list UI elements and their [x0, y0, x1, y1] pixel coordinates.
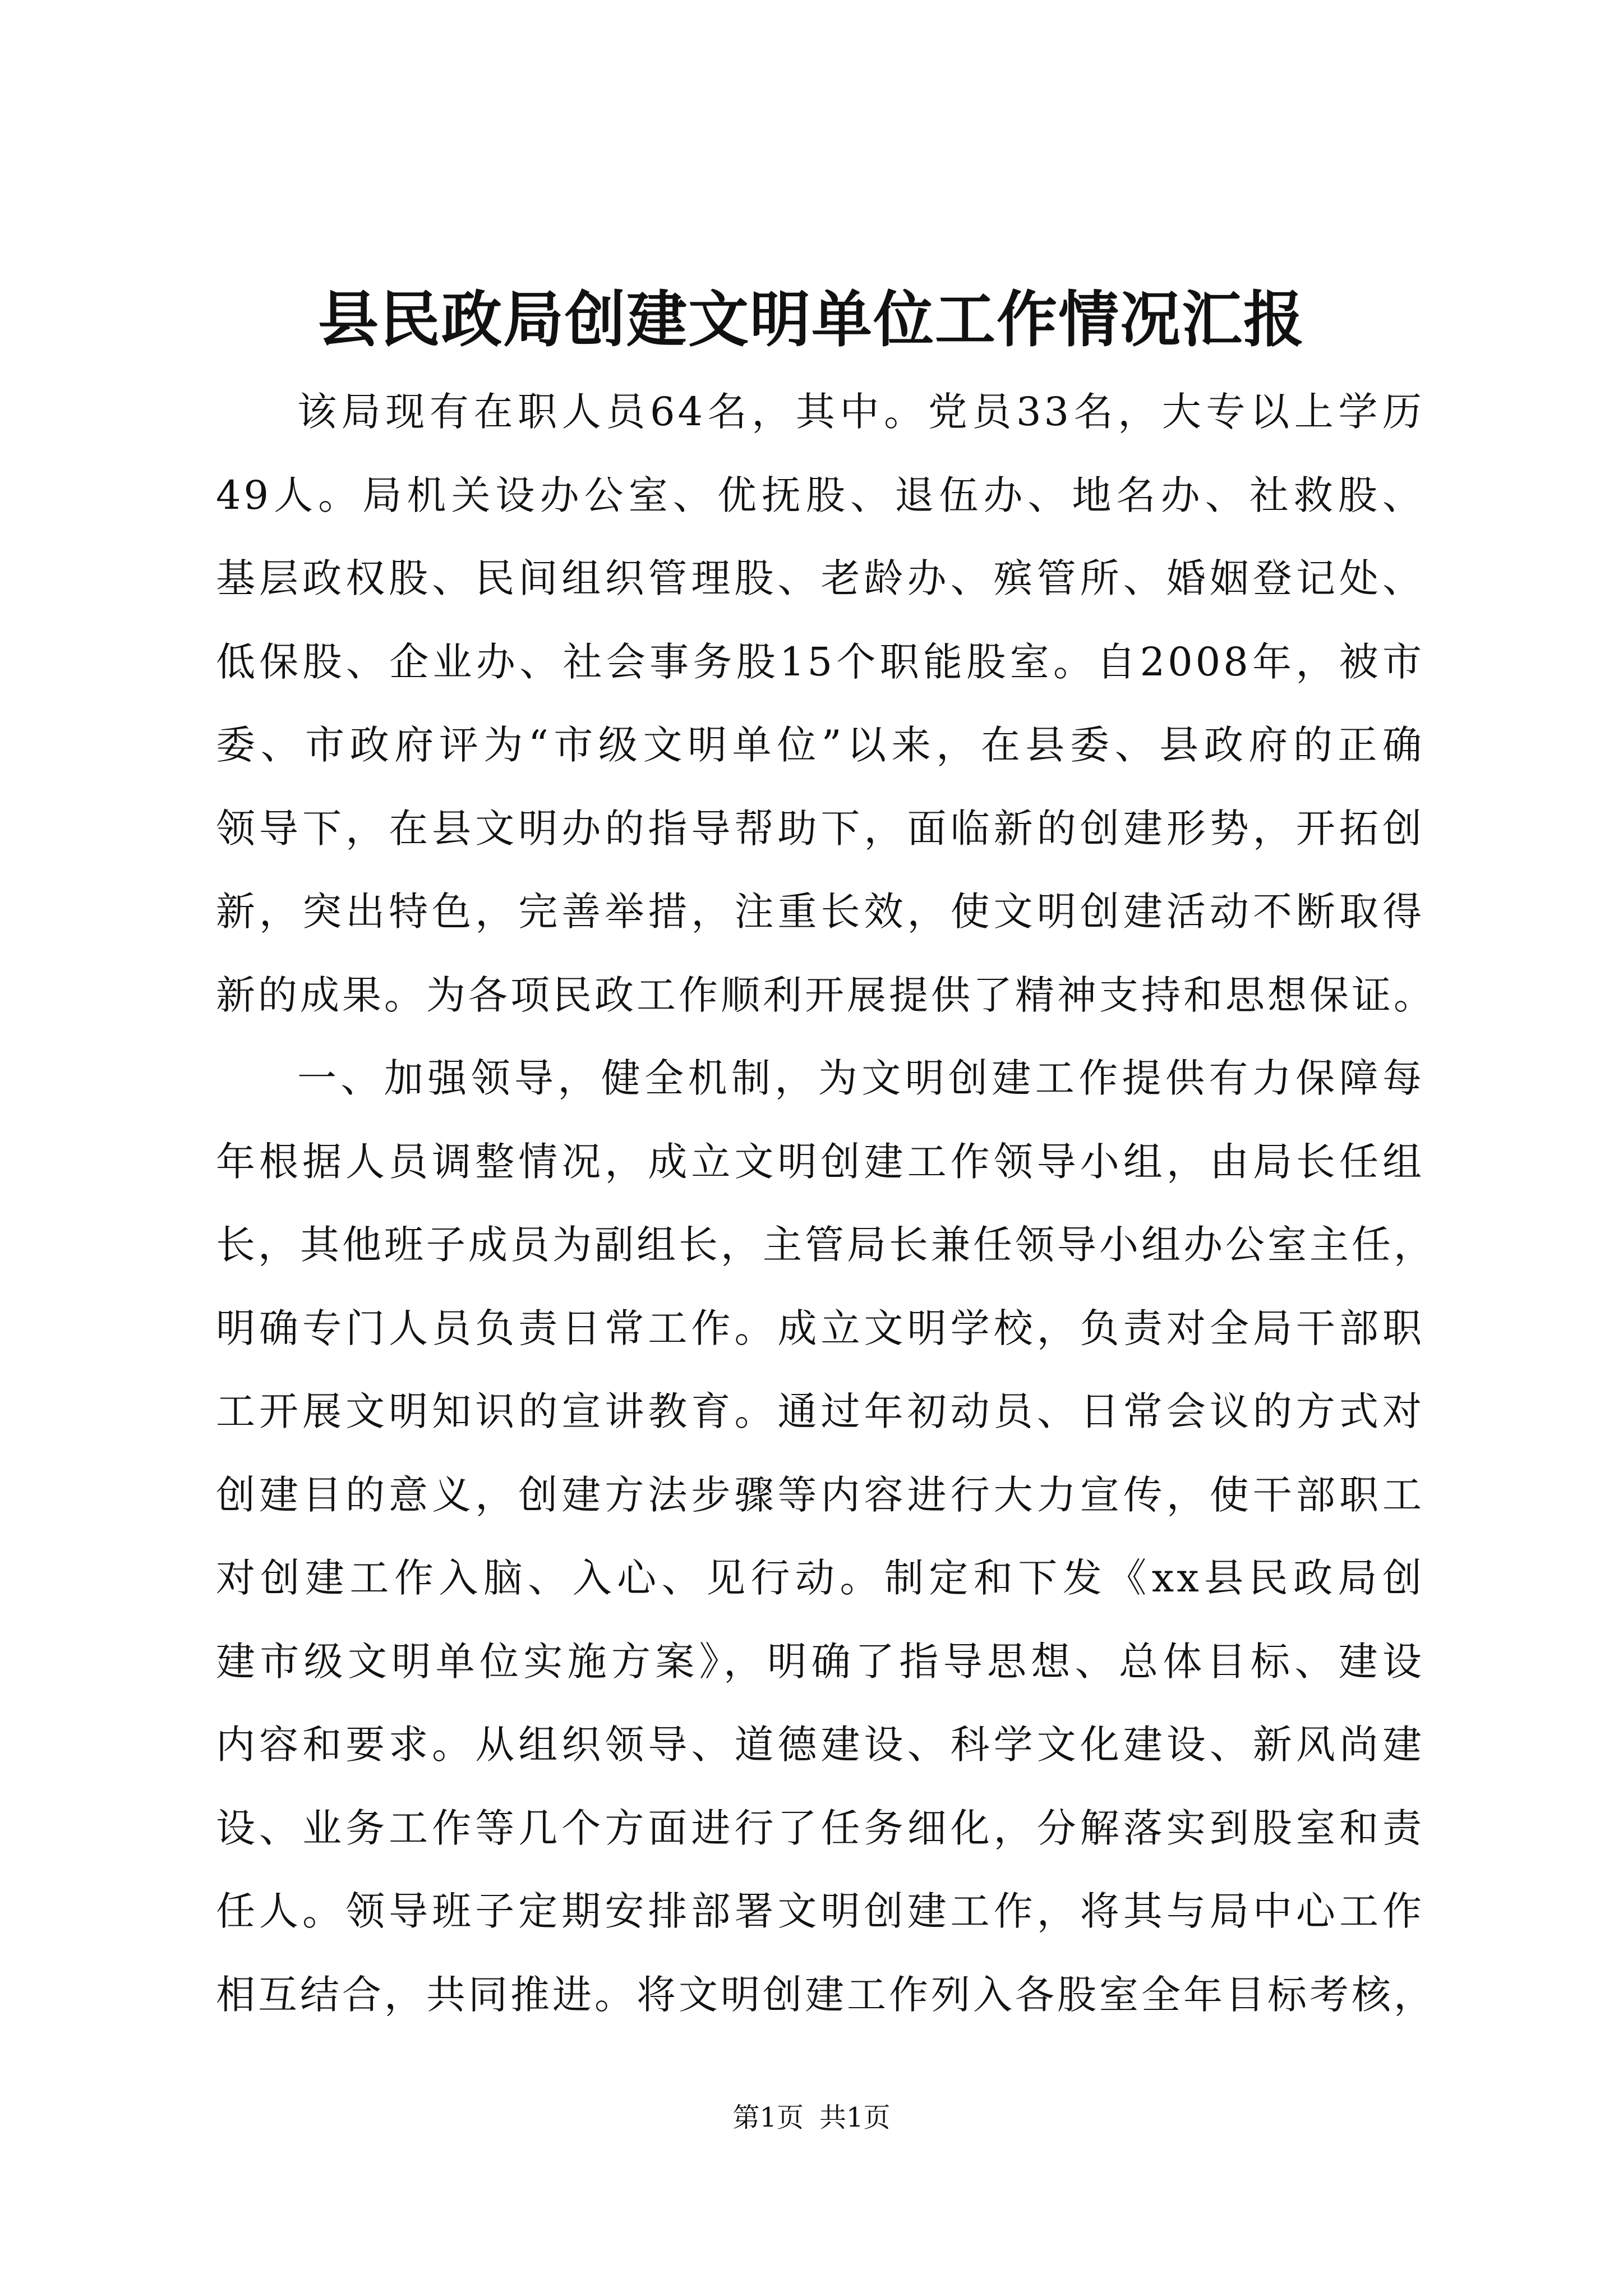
- paragraph-line: 任人。领导班子定期安排部署文明创建工作，将其与局中心工作: [216, 1888, 1424, 1934]
- paragraph-line: 委、市政府评为“市级文明单位”以来，在县委、县政府的正确: [216, 722, 1424, 768]
- document-title: 县民政局创建文明单位工作情况汇报: [317, 284, 1305, 355]
- paragraph-line: 年根据人员调整情况，成立文明创建工作领导小组，由局长任组: [216, 1138, 1424, 1185]
- paragraph-line: 明确专门人员负责日常工作。成立文明学校，负责对全局干部职: [216, 1305, 1424, 1351]
- paragraph-line: 设、业务工作等几个方面进行了任务细化，分解落实到股室和责: [216, 1805, 1424, 1851]
- paragraph-line: 低保股、企业办、社会事务股15个职能股室。自2008年，被市: [216, 638, 1424, 685]
- page-total: 共1页: [819, 2102, 891, 2133]
- document-body: [216, 370, 1436, 2036]
- paragraph-line: 工开展文明知识的宣讲教育。通过年初动员、日常会议的方式对: [216, 1388, 1424, 1434]
- paragraph-line: 一、加强领导，健全机制，为文明创建工作提供有力保障每: [297, 1055, 1424, 1101]
- paragraph-line: 领导下，在县文明办的指导帮助下，面临新的创建形势，开拓创: [216, 805, 1424, 852]
- paragraph-line: 新的成果。为各项民政工作顺利开展提供了精神支持和思想保证。: [216, 972, 1436, 1018]
- page-number: 第1页: [732, 2102, 804, 2133]
- paragraph-line: 长，其他班子成员为副组长，主管局长兼任领导小组办公室主任，: [216, 1222, 1436, 1268]
- paragraph-line: 相互结合，共同推进。将文明创建工作列入各股室全年目标考核，: [216, 1971, 1436, 2018]
- paragraph-line: 基层政权股、民间组织管理股、老龄办、殡管所、婚姻登记处、: [216, 555, 1424, 601]
- paragraph-line: 内容和要求。从组织领导、道德建设、科学文化建设、新风尚建: [216, 1722, 1424, 1768]
- page-footer: [0, 2101, 1623, 2134]
- paragraph-line: 对创建工作入脑、入心、见行动。制定和下发《xx县民政局创: [216, 1555, 1424, 1601]
- paragraph-line: 创建目的意义，创建方法步骤等内容进行大力宣传，使干部职工: [216, 1471, 1424, 1518]
- paragraph-line: 49人。局机关设办公室、优抚股、退伍办、地名办、社救股、: [216, 472, 1424, 518]
- paragraph-line: 建市级文明单位实施方案》，明确了指导思想、总体目标、建设: [216, 1638, 1424, 1685]
- paragraph-line: 该局现有在职人员64名，其中。党员33名，大专以上学历: [297, 389, 1424, 435]
- paragraph-line: 新，突出特色，完善举措，注重长效，使文明创建活动不断取得: [216, 889, 1424, 935]
